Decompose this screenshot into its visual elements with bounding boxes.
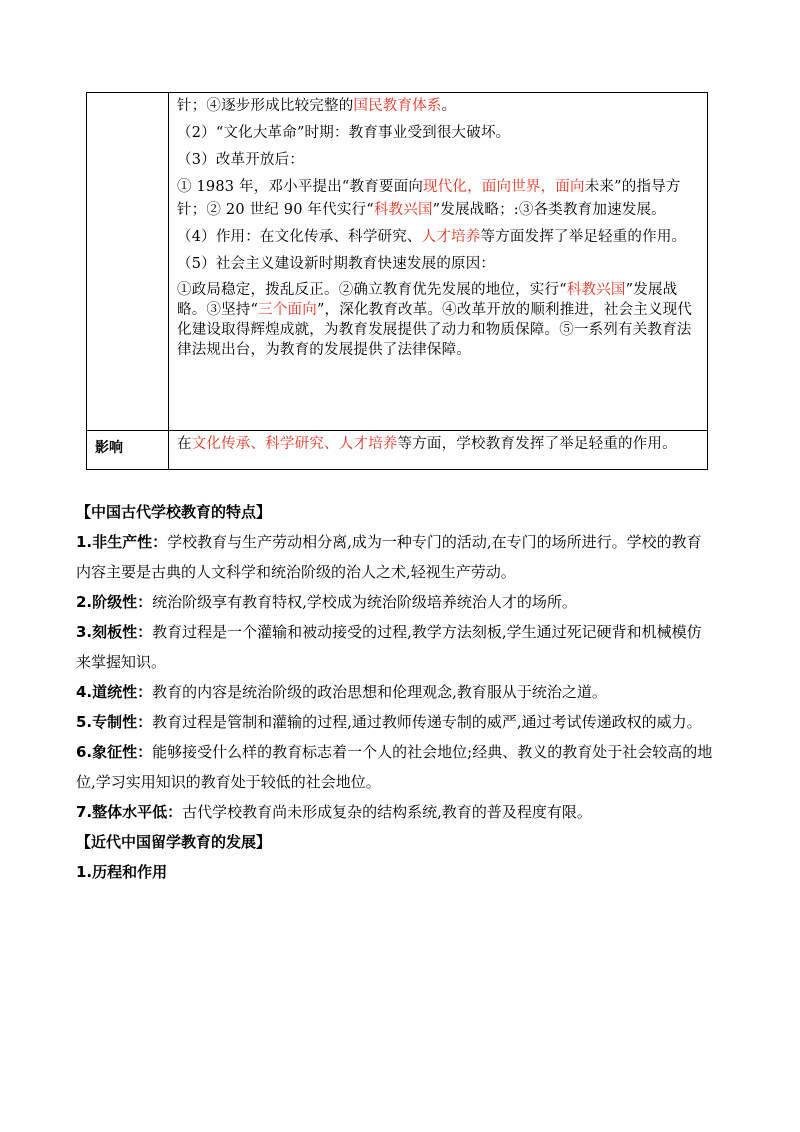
- feature-item: 5.专制性：教育过程是管制和灌输的过程,通过教师传递专制的威严,通过考试传递政权的威力。: [76, 713, 702, 731]
- table-column-divider: [168, 93, 169, 469]
- feature-item: 4.道统性：教育的内容是统治阶级的政治思想和伦理观念,教育服从于统治之道。: [76, 683, 607, 701]
- feature-item: 3.刻板性：教育过程是一个灌输和被动接受的过程,教学方法刻板,学生通过死记硬背和机械模仿来掌握知识。: [76, 623, 702, 671]
- development-cultural-revolution: （2）“文化大革命”时期：教育事业受到很大破坏。: [177, 125, 511, 141]
- development-reform-detail: ① 1983 年，邓小平提出“教育要面向现代化，面向世界，面向未来”的指导方针；② 20 世纪 90 年代实行“科教兴国”发展战略；:③各类教育加速发展。: [177, 179, 681, 218]
- section-title-study-abroad: 【近代中国留学教育的发展】: [76, 833, 272, 851]
- development-line1: 针；④逐步形成比较完整的国民教育体系。: [177, 98, 457, 114]
- policy-table: [86, 92, 708, 470]
- feature-item: 7.整体水平低：古代学校教育尚未形成复杂的结构系统,教育的普及程度有限。: [76, 803, 592, 821]
- development-reasons-detail: ①政局稳定，拨乱反正。②确立教育优先发展的地位，实行“科教兴国”发展战略。③坚持“三个面向”，深化教育改革。④改革开放的顺利推进，社会主义现代化建设取得辉煌成就，为教育发展提供了动力和物质保障。⑤一系列有关教育法律法规出台，为教育的发展提供了法律保障。: [177, 282, 693, 358]
- development-role: （4）作用：在文化传承、科学研究、人才培养等方面发挥了举足轻重的作用。: [177, 229, 687, 245]
- main-content: [76, 497, 716, 887]
- feature-item: 2.阶级性：统治阶级享有教育特权,学校成为统治阶级培养统治人才的场所。: [76, 593, 577, 611]
- feature-item: 1.非生产性：学校教育与生产劳动相分离,成为一种专门的活动,在专门的场所进行。学校的教育内容主要是古典的人文科学和统治阶级的治人之术,轻视生产劳动。: [76, 533, 702, 581]
- feature-item: 6.象征性：能够接受什么样的教育标志着一个人的社会地位;经典、教义的教育处于社会较高的地位,学习实用知识的教育处于较低的社会地位。: [76, 743, 713, 791]
- impact-label: 影响: [95, 440, 123, 456]
- section-title-ancient-features: 【中国古代学校教育的特点】: [76, 503, 272, 521]
- development-reform-heading: （3）改革开放后：: [177, 152, 305, 168]
- subsection-title-history: 1.历程和作用: [76, 863, 168, 881]
- development-reasons-heading: （5）社会主义建设新时期教育快速发展的原因：: [177, 256, 496, 272]
- impact-text: 在文化传承、科学研究、人才培养等方面，学校教育发挥了举足轻重的作用。: [177, 436, 677, 452]
- table-cell-development: [177, 95, 705, 360]
